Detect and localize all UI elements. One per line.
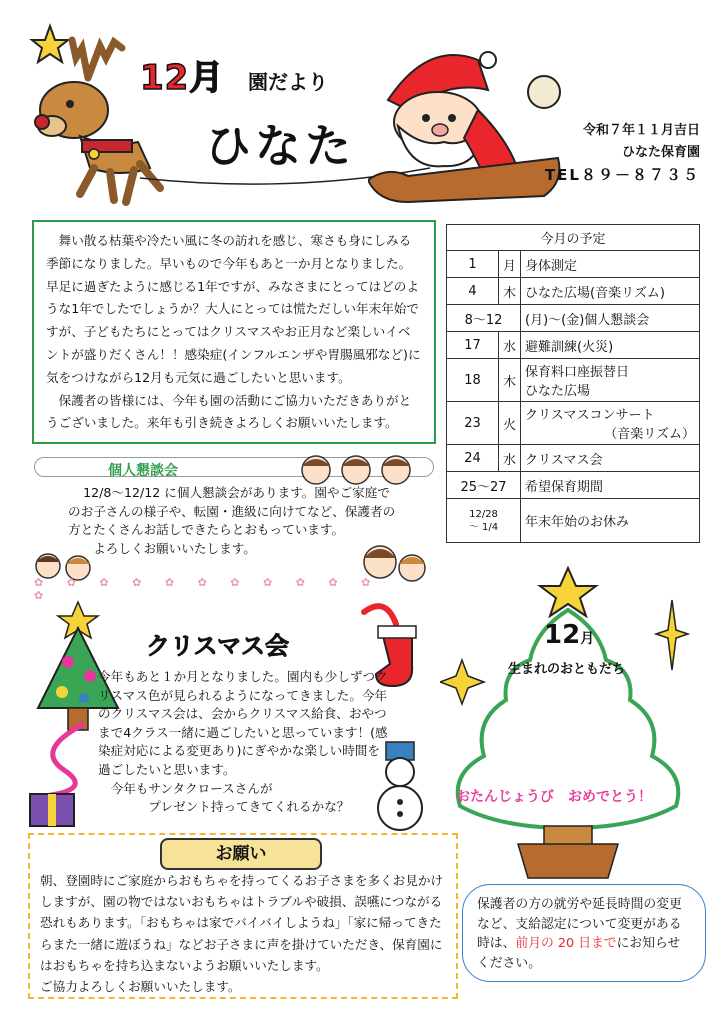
schedule-weekday: 木 (499, 359, 521, 402)
children-faces-illustration (296, 452, 436, 486)
schedule-event-line: ひなた広場 (525, 384, 591, 399)
greeting-paragraph-1: 舞い散る枯葉や冷たい風に冬の訪れを感じ、寒さも身にしみる季節になりました。早いもので今年もあと一か月となりました。早足に過ぎたように感じる1年ですが、みなさまにとってはどのような1年でしたでしょうか？大人にとっては慌ただしい年末年始ですが、子どもたちにとってはクリスマスやお正月など楽しいイベントが盛りだくさん！！感染症(インフルエンザや胃腸風邪など)に気をつけながら12月も元気に過ごしたいと思います。 (46, 233, 421, 385)
table-row (447, 251, 700, 278)
schedule-event: 希望保育期間 (521, 472, 700, 499)
schedule-day-line: 12/28 (469, 508, 498, 520)
issue-date: 令和７年１１月吉日 (582, 123, 700, 138)
schedule-day: 18 (447, 359, 499, 402)
konko-title: 個人懇談会 (108, 463, 178, 479)
schedule-weekday: 水 (499, 445, 521, 472)
schedule-event: ひなた広場(音楽リズム) (521, 278, 700, 305)
schedule-event-line: （音楽リズム） (604, 427, 695, 442)
schedule-day: 1 (447, 251, 499, 278)
nursery-name-title: ひなた (205, 119, 355, 173)
birthday-month (544, 620, 594, 650)
birthday-month-suffix: 月 (580, 631, 595, 647)
table-row (447, 445, 700, 472)
christmas-party-title: クリスマス会 (146, 632, 290, 660)
konko-body (68, 484, 398, 558)
schedule-weekday: 月 (499, 251, 521, 278)
schedule-event: 身体測定 (521, 251, 700, 278)
request-closing: ご協力よろしくお願いいたします。 (40, 979, 241, 995)
notice-bubble (462, 884, 706, 982)
table-row (447, 359, 700, 402)
birthday-month-number: 12 (544, 620, 581, 650)
schedule-event (521, 359, 700, 402)
christmas-text: 今年もあと１か月となりました。園内も少しずつクリスマス色が見られるようになってきました。今年のクリスマス会は、会からクリスマス給食、おやつまで4クラス一緒に過ごしたいと思っています！(感染症対応による変更あり)にぎやかな楽しい時間を過ごしたいと思います。 (98, 669, 388, 777)
gift-ribbon-illustration (24, 720, 94, 830)
schedule-event: 年末年始のお休み (521, 499, 700, 543)
table-row (447, 472, 700, 499)
schedule-weekday: 木 (499, 278, 521, 305)
christmas-text: 今年もサンタクロースさんが (110, 780, 273, 796)
title-month: 12月 (140, 58, 225, 98)
greeting-box (32, 220, 436, 444)
birthday-tree-illustration (440, 560, 710, 880)
schedule-event (521, 402, 700, 445)
schedule-day-line: ～ 1/4 (468, 521, 499, 533)
request-text: 朝、登園時にご家庭からおもちゃを持ってくるお子さまを多くお見かけしますが、園の物ではないおもちゃはトラブルや破損、誤嚥につながる恐れもあります。「おもちゃは家でバイバイしようね」「家に帰ってきたらまた一緒に遊ぼうね」などお子さまに声を掛けていただき、保育園にはおもちゃを持ち込まないようお願いいたします。 (40, 873, 443, 973)
schedule-day (447, 499, 521, 543)
notice-text: 保護者の方の就労や延長時間の変更など、支給認定について変更がある時は、 (477, 897, 682, 951)
request-body (40, 870, 450, 997)
schedule-day: 25～27 (447, 472, 521, 499)
birthday-subtitle: 生まれのおともだち (508, 662, 626, 677)
schedule-event-line: 保育料口座振替日 (525, 365, 630, 380)
monthly-schedule-table (446, 224, 700, 543)
request-badge: お願い (160, 838, 322, 870)
table-row (447, 402, 700, 445)
christmas-text: プレゼント持ってきてくれるかな？ (148, 799, 350, 815)
schedule-event: 避難訓練(火災) (521, 332, 700, 359)
issuer-tel: TEL８９－８７３５ (544, 166, 700, 184)
schedule-day: 4 (447, 278, 499, 305)
table-row (447, 305, 700, 332)
schedule-weekday: 水 (499, 332, 521, 359)
schedule-title: 今月の予定 (447, 225, 700, 251)
schedule-day: 23 (447, 402, 499, 445)
notice-text-end: にお知らせください。 (477, 936, 681, 971)
issuer-info (545, 120, 700, 186)
notice-deadline: 前月の 20 日まで (515, 936, 617, 951)
table-row (447, 332, 700, 359)
schedule-day: 17 (447, 332, 499, 359)
table-row (447, 278, 700, 305)
schedule-weekday: 火 (499, 402, 521, 445)
title-subtitle: 園だより (248, 70, 328, 94)
schedule-event: (月)～(金)個人懇談会 (521, 305, 700, 332)
issuer-name: ひなた保育園 (621, 145, 700, 160)
schedule-event: クリスマス会 (521, 445, 700, 472)
greeting-paragraph-2: 保護者の皆様には、今年も園の活動にご協力いただきありがとうございました。来年も引き続きよろしくお願いいたします。 (46, 392, 412, 431)
schedule-day: 24 (447, 445, 499, 472)
konko-text: 12/8～12/12 に個人懇談会があります。園やご家庭でのお子さんの様子や、転園・進級に向けてなど、保護者の方とたくさんお話しできたらとおもっています。 (68, 485, 396, 537)
table-row (447, 499, 700, 543)
birthday-wish: おたんじょうび おめでとう！ (456, 789, 652, 805)
schedule-event-line: クリスマスコンサート (525, 408, 655, 423)
decorative-flowers: ✿ ✿ ✿ ✿ ✿ ✿ ✿ ✿ ✿ ✿ ✿ ✿ (34, 576, 381, 602)
konko-closing: よろしくお願いいたします。 (93, 540, 256, 556)
christmas-party-body (98, 668, 390, 817)
santa-sleigh-illustration (368, 30, 568, 210)
schedule-day: 8～12 (447, 305, 521, 332)
